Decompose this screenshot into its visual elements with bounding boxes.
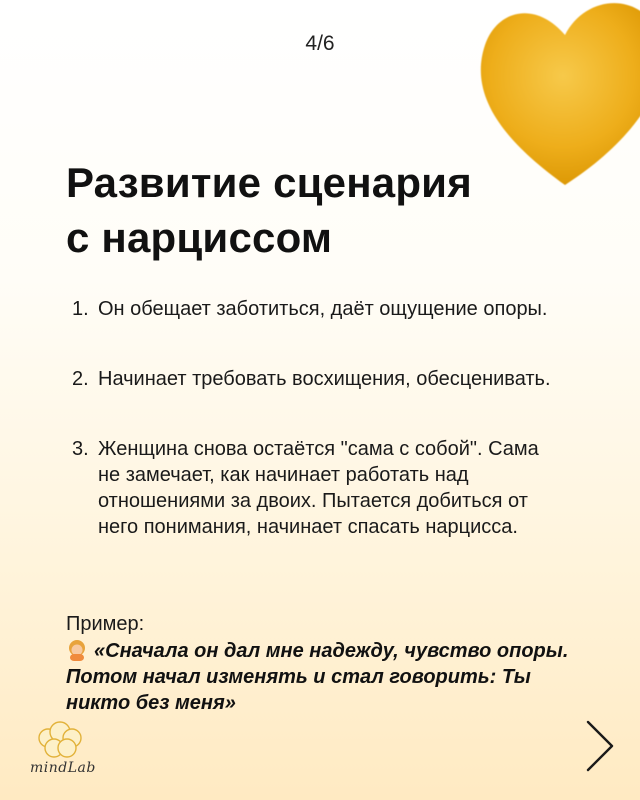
woman-emoji-icon bbox=[66, 639, 88, 661]
brand-logo-text: mindLab bbox=[30, 760, 96, 776]
list-item bbox=[72, 296, 562, 322]
list-item-text: Начинает требовать восхищения, обесценивать. bbox=[98, 368, 551, 390]
example-quote-block bbox=[66, 638, 586, 716]
title-line-2: с нарциссом bbox=[66, 214, 333, 261]
list-item-number: 2. bbox=[72, 368, 89, 390]
list-item-number: 1. bbox=[72, 298, 89, 320]
list-item bbox=[72, 366, 562, 392]
example-label: Пример: bbox=[66, 613, 145, 635]
list-item-number: 3. bbox=[72, 438, 89, 460]
chevron-right-icon[interactable] bbox=[580, 716, 620, 776]
title-line-1: Развитие сценария bbox=[66, 159, 472, 206]
list-item-text: Женщина снова остаётся "сама с собой". Сама не замечает, как начинает работать над отношениями за двоих. Пытается добиться от него понимания, начинает спасать нарцисса. bbox=[98, 438, 539, 538]
page-title bbox=[66, 155, 536, 265]
list-item-text: Он обещает заботиться, даёт ощущение опоры. bbox=[98, 298, 548, 320]
list-item bbox=[72, 436, 562, 540]
steps-list bbox=[72, 296, 562, 584]
example-quote: «Сначала он дал мне надежду, чувство опоры. Потом начал изменять и стал говорить: Ты никто без меня» bbox=[66, 640, 569, 714]
page-counter: 4/6 bbox=[305, 32, 335, 55]
example-block bbox=[66, 611, 586, 716]
